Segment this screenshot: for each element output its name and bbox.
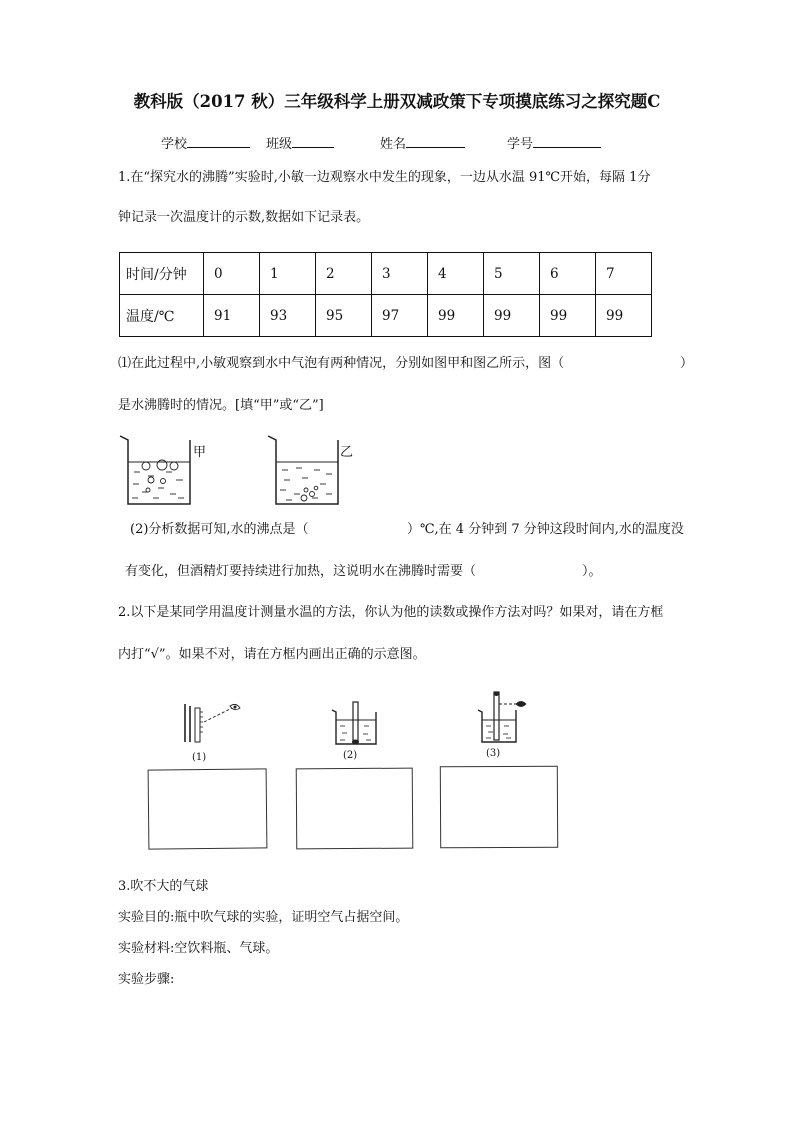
table-row-temp (120, 295, 652, 337)
answer-box-2[interactable] (296, 768, 414, 850)
table-cell: 6 (540, 253, 596, 295)
q1-sub1-answer-close: ） (680, 356, 694, 371)
table-cell: 2 (316, 253, 372, 295)
q2-text-line2: 内打“√”。如果不对，请在方框内画出正确的示意图。 (118, 647, 426, 662)
table-cell: 5 (484, 253, 540, 295)
number-label: 学号 (507, 137, 534, 152)
table-cell: 93 (260, 295, 316, 337)
thermometer-beaker-figure-3 (476, 690, 536, 746)
table-cell: 99 (540, 295, 596, 337)
q1-sub2-line1a: (2)分析数据可知,水的沸点是（ (130, 522, 309, 537)
school-blank[interactable] (187, 135, 250, 148)
thermometer-reading-figure-1 (178, 700, 248, 750)
answer-box-1[interactable] (148, 768, 268, 849)
q2-text-line1: 2.以下是某同学用温度计测量水温的方法，你认为他的读数或操作方法对吗？如果对，请在方框 (118, 605, 664, 620)
table-cell: 99 (428, 295, 484, 337)
record-table (119, 252, 652, 337)
fig-label-1: (1) (192, 752, 207, 763)
q1-sub1-line1: ⑴在此过程中,小敏观察到水中气泡有两种情况，分别如图甲和图乙所示，图（ (118, 356, 565, 371)
q3-materials: 实验材料:空饮料瓶、气球。 (118, 941, 279, 956)
q3-steps: 实验步骤: (118, 972, 175, 987)
table-head-time: 时间/分钟 (120, 253, 204, 295)
table-cell: 4 (428, 253, 484, 295)
fig-label-3: (3) (486, 748, 501, 759)
beaker-yi-figure (266, 432, 340, 506)
school-field[interactable] (161, 133, 250, 152)
table-cell: 1 (260, 253, 316, 295)
q1-sub1-line2: 是水沸腾时的情况。[填“甲”或“乙”] (118, 398, 324, 413)
table-cell: 91 (204, 295, 260, 337)
label-yi: 乙 (340, 445, 354, 460)
table-cell: 99 (484, 295, 540, 337)
school-label: 学校 (161, 137, 188, 152)
table-cell: 95 (316, 295, 372, 337)
number-blank[interactable] (533, 135, 601, 148)
thermometer-beaker-figure-2 (330, 700, 380, 748)
name-label: 姓名 (380, 137, 407, 152)
table-cell: 97 (372, 295, 428, 337)
table-cell: 99 (596, 295, 652, 337)
class-blank[interactable] (292, 135, 334, 148)
answer-box-3[interactable] (440, 766, 558, 849)
class-label: 班级 (266, 137, 293, 152)
q3-purpose: 实验目的:瓶中吹气球的实验，证明空气占据空间。 (118, 910, 409, 925)
q1-sub2-line1b: ）℃,在 4 分钟到 7 分钟这段时间内,水的温度没 (407, 522, 684, 537)
table-cell: 0 (204, 253, 260, 295)
label-jia: 甲 (193, 445, 207, 460)
page-title: 教科版（2017 秋）三年级科学上册双减政策下专项摸底练习之探究题C (133, 92, 661, 111)
table-cell: 7 (596, 253, 652, 295)
q1-text-line2: 钟记录一次温度计的示数,数据如下记录表。 (118, 210, 370, 225)
q1-text-line1: 1.在“探究水的沸腾”实验时,小敏一边观察水中发生的现象，一边从水温 91℃开始，每隔 1分 (118, 170, 651, 185)
name-field[interactable] (380, 133, 465, 152)
q3-title: 3.吹不大的气球 (118, 879, 209, 894)
beaker-jia-figure (118, 432, 192, 506)
table-cell: 3 (372, 253, 428, 295)
name-blank[interactable] (406, 135, 465, 148)
fig-label-2: (2) (343, 750, 358, 761)
table-row-time (120, 253, 652, 295)
q1-sub2-line2a: 有变化，但酒精灯要持续进行加热，这说明水在沸腾时需要（ (125, 564, 477, 579)
q1-sub2-line2b: ）。 (582, 564, 602, 579)
class-field[interactable] (266, 133, 334, 152)
number-field[interactable] (507, 133, 601, 152)
table-head-temp: 温度/℃ (120, 295, 204, 337)
